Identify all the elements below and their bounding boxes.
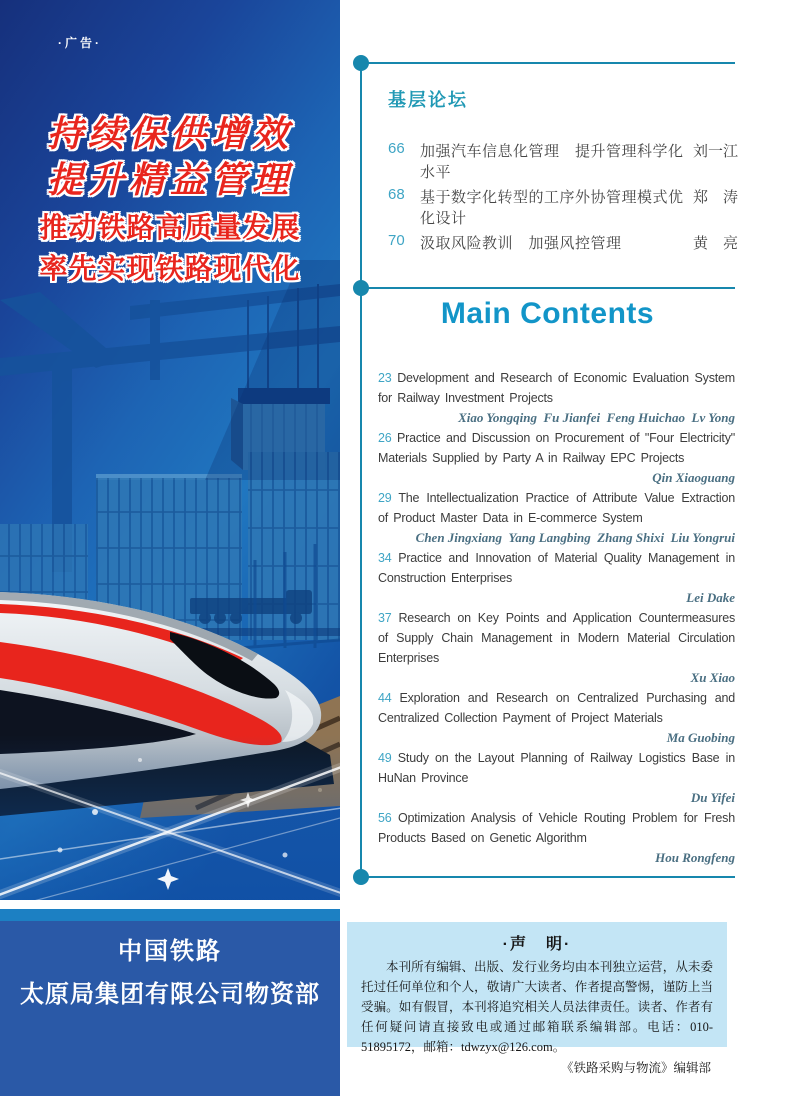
entry-title-line: [378, 748, 735, 788]
entry-page-number: 44: [378, 691, 392, 705]
entry-page-number: 66: [388, 140, 405, 157]
entry-title: The Intellectualization Practice of Attribute Value Extraction of Product Master Data in E-commerce System: [378, 491, 735, 525]
contents-entry: [378, 688, 735, 748]
entry-page-number: 23: [378, 371, 392, 385]
rail-dot-middle: [353, 280, 369, 296]
entry-title: 加强汽车信息化管理 提升管理科学化水平: [420, 143, 684, 181]
entry-title: Optimization Analysis of Vehicle Routing Problem for Fresh Products Based on Genetic Algorithm: [378, 811, 735, 845]
entry-title-line: [378, 368, 735, 408]
entry-title: Exploration and Research on Centralized Purchasing and Centralized Collection Payment of Project Materials: [378, 691, 735, 725]
entry-authors: Hou Rongfeng: [655, 850, 735, 865]
entry-authors: Qin Xiaoguang: [652, 470, 735, 485]
entry-title-line: [378, 488, 735, 528]
contents-entry: [378, 748, 735, 808]
advertiser-line-1: 中国铁路: [118, 938, 222, 965]
entry-page-number: 29: [378, 491, 392, 505]
entry-authors: Ma Guobing: [666, 730, 735, 745]
statement-body: 本刊所有编辑、出版、发行业务均由本刊独立运营，从未委托过任何单位和个人，敬请广大读者、作者提高警惕，谨防上当受骗。如有假冒，本刊将追究相关人员法律责任。读者、作者有任何疑问请直接致电或通过邮箱联系编辑部。电话：010-51895172，邮箱：tdwzyx@126.com。: [361, 960, 713, 1054]
rail-vertical-line: [360, 62, 362, 878]
entry-title: 基于数字化转型的工序外协管理模式优化设计: [420, 189, 684, 227]
statement-signature: 《铁路采购与物流》编辑部: [560, 1061, 711, 1075]
forum-section-header: 基层论坛: [388, 90, 468, 110]
entry-title: Practice and Discussion on Procurement of "Four Electricity" Materials Supplied by Party A in Railway EPC Projects: [378, 431, 735, 465]
contents-entry: [378, 608, 735, 688]
entry-author: 刘一江: [692, 143, 738, 160]
rail-dot-top: [353, 55, 369, 71]
entry-page-number: 49: [378, 751, 392, 765]
entry-author: 黄 亮: [692, 235, 738, 252]
entry-title-line: [378, 548, 735, 588]
entry-page-number: 26: [378, 431, 392, 445]
entry-page-number: 37: [378, 611, 392, 625]
entry-title-line: [378, 688, 735, 728]
entry-author: 郑 涛: [692, 189, 738, 206]
rail-dot-bottom: [353, 869, 369, 885]
entry-title-line: [378, 608, 735, 668]
entry-title: Study on the Layout Planning of Railway Logistics Base in HuNan Province: [378, 751, 735, 785]
main-contents-title: Main Contents: [440, 297, 655, 330]
entry-title-line: [378, 808, 735, 848]
forum-entry: [388, 180, 738, 226]
entry-authors: Lei Dake: [686, 590, 735, 605]
contents-entry: [378, 808, 735, 868]
forum-entry: [388, 134, 738, 180]
entry-authors: Chen Jingxiang Yang Langbing Zhang Shixi Liu Yongrui: [415, 530, 735, 545]
entry-page-number: 70: [388, 232, 405, 249]
slogan-bold-2: 率先实现铁路现代化: [39, 253, 301, 284]
statement-title: ·声 明·: [502, 936, 572, 953]
entry-title-line: [378, 428, 735, 468]
rail-horizontal-line-middle: [360, 287, 735, 289]
slogan-bold-1: 推动铁路高质量发展: [39, 212, 301, 243]
advertisement-panel: [0, 0, 340, 900]
advertiser-line-2: 太原局集团有限公司物资部: [20, 981, 320, 1008]
entry-title: Research on Key Points and Application Countermeasures of Supply Chain Management in Modern Material Circulation Enterprises: [378, 611, 735, 665]
footer-accent-strip: [0, 909, 340, 921]
entry-authors: Xiao Yongqing Fu Jianfei Feng Huichao Lv Yong: [458, 410, 735, 425]
rail-horizontal-line-top: [360, 62, 735, 64]
entry-authors: Du Yifei: [690, 790, 735, 805]
slogan-script-2: 提升精益管理: [46, 160, 293, 200]
slogan-script-1: 持续保供增效: [46, 114, 293, 154]
rail-horizontal-line-bottom: [360, 876, 735, 878]
ad-label: ·广告·: [58, 36, 102, 50]
entry-page-number: 56: [378, 811, 392, 825]
entry-title: Development and Research of Economic Evaluation System for Railway Investment Projects: [378, 371, 735, 405]
entry-authors: Xu Xiao: [690, 670, 735, 685]
entry-title: Practice and Innovation of Material Quality Management in Construction Enterprises: [378, 551, 735, 585]
contents-entry: [378, 488, 735, 548]
entry-title: 汲取风险教训 加强风控管理: [420, 235, 622, 252]
entry-page-number: 34: [378, 551, 392, 565]
statement-box: [347, 922, 727, 1075]
forum-entry-list: [388, 134, 738, 272]
contents-entry: [378, 548, 735, 608]
advertiser-name-panel: [0, 921, 340, 1096]
entry-page-number: 68: [388, 186, 405, 203]
contents-entry: [378, 428, 735, 488]
contents-entry: [378, 368, 735, 428]
main-contents-list: [378, 368, 735, 868]
forum-entry: [388, 226, 738, 272]
